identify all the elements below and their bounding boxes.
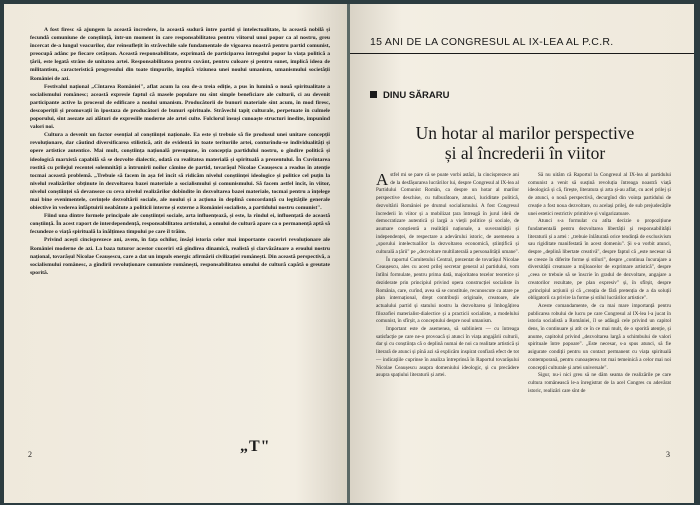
body-paragraph: Aceste comandamente, de ca mai mare importanță pentru publicarea robului de lucru pe care Congresul al IX-lea l-a jucat în istoria socialistă a României, îl se adăugă cele privind un capitol dens, în continuare și atît ce în ce mai mult, de o sporită atenție, și anume, capitolul privind „dezvoltarea largă a schimbului de valori spirituale între popoare". „Este necesar, s-a spus atunci, să fie asigurate condiții pentru un contact permanent cu viața spirituală contemporană, pentru cunoașterea tot mai temeinică a celor mai noi concepții culturale și artei universale". <box>528 302 671 371</box>
body-paragraph: În raportul Comitetului Central, prezentat de tovarășul Nicolae Ceaușescu, ales cu acest prilej secretar general al partidului, vom întîlni formulate, pentru prima dată, majoritatea tezelor teoretice și deziderate prin principiul privind opera construcției socialiste în România, care, curînd, avea să se constituie, recunoscute ca atare pe plan internațional, drept contribuții originale, creatoare, ale actualului partid și statului nostru la dezvoltarea și îmbogățirea filozofiei materialist-dialectice și a practicii socialiste, a modelului comunist, în sfîrșit, a conceptului despre noul umanism. <box>376 256 519 325</box>
body-paragraph: Important este de asemenea, să subliniem — cu întreaga satisfacție pe care ne-o provoacă și atunci în viața angajării culturii, dar și cu conștiința că o deplină numai de noi ca realitate artistică și literară de atunci și pînă azi să explicăm inspirat confiară efect de tot — indicațiile cuprinse în analiza întreprinsă în Raportul tovarășului Nicolae Ceaușescu asupra domeniului ideologic, și cu precădere asupra spațiului literaturii și artei. <box>376 326 519 379</box>
body-paragraph: Să nu uităm că Raportul la Congresul al IX-lea al partidului comunist a venit să susțină revoluția întreaga noastră viață ideologică și că, firește, literatura și arta și-au aflat, cu acel prilej și de atunci, o nouă perspectivă, decurgînd din voința partidului de creație a fost noua dezvoltare, cu același prilej, de sub prejudecățile unei estetici restrictiv primitive și vulgarizatoare. <box>528 172 671 217</box>
square-bullet-icon <box>370 91 377 98</box>
header-rule <box>350 53 694 54</box>
article-title <box>370 123 680 163</box>
article-column-2 <box>528 172 671 395</box>
body-paragraph: Festivalul național „Cîntarea României", aflat acum la cea de-a treia ediție, a pus în lumină o nouă spiritualitate a socialismului românesc; această expresie faptul că masele populare nu sînt simple beneficiare ale culturii, ci au devenit participante active la procesul de edificare a noului umanism. Producătorii de bunuri materiale sînt acum, în mod firesc, descoperiții și promovații în ipostaza de producători de bunuri spirituale. Străvechi tapiț culturale, perpetuate în culmele poporului, sînt asezate azi alături de expresiile moderne ale artei culte. Folclorul însuși cunoaște structuri inedite, impunînd valori noi. <box>30 83 330 131</box>
body-paragraph: A fost firesc să ajungem la această încredere, la această sudură între partid și intelectualitate, la această nobilă și fecundă comuniune de conștiință, într-un moment în care responsabilitatea pentru viitorul unui popor ca al nostru, greu încercat de-a lungul veacurilor, dar reînsuflețit în străvechile sale fundamentale de vigoarea noastră pentru partid comunist, preocupă adânc pe fiecare cetățean. Această responsabilitate, exprimată de participarea întregului popor la viața politică a țării, este legată strâns de unitatea artei. Responsabilitatea pentru cuvânt, pentru culoare și pentru sunet, implică ideea de militantism, caracteristică progresului din toate timpurile, implică viziunea unei noului umanism, umanismului societății României de azi. <box>30 27 330 82</box>
article-title-line1: Un hotar al marilor perspective <box>415 123 635 143</box>
author-byline <box>370 90 450 101</box>
left-page-body <box>30 26 330 277</box>
first-paragraph-text: stfel mi se pare că se poate vorbi astăzi, la cincisprezece ani de la desfășurarea lucrărilor lui, despre Congresul al IX-lea al Partidului Comunist Român, ca despre un hotar al marilor perspective deschise, cu tulburătoare, atunci, luciditate politică, dezvoltării României pe drumul socialismului. A fost Congresul încrederii în viitor și a mobilizat țara întreagă în jurul ideii de democratizare autentică și largă a vieții politice și sociale, de asumare conștientă a realității naționale, a suveranității și independenței, de respectare a adevărului istoric, de asemenea a „sporului intelectualilor la dezvoltarea economică, științifică și culturală a țării" pe „dezvoltare multilaterală a personalității umane". <box>376 172 519 256</box>
right-page <box>350 4 694 503</box>
body-paragraph: Sigur, nu-i nici greu să ne dăm seama de realizările pe care cultura românească le-a înregistrat de la acel Congres cu adevărat istoric, realizări care sînt de <box>528 372 671 394</box>
author-name: DINU SĂRARU <box>383 90 450 101</box>
running-header-text: 15 ANI DE LA CONGRESUL AL IX-LEA AL P.C.R. <box>370 36 614 48</box>
body-paragraph: Fiind una dintre formele principale ale conștiinței sociale, arta influențează, și este, la rîndul ei, influențată de această conștiință. În acest raport de interdependență, responsabilitatea artistului, a omului de cultură apare ca o permanență aptă să fecundeze o viață spirituală la înălțimea timpului pe care îl trăim. <box>30 213 330 236</box>
first-paragraph <box>376 172 519 257</box>
left-page <box>4 4 348 503</box>
article-column-1 <box>376 172 519 380</box>
body-paragraph: Privind acești cincisprezece ani, avem, în fața ochilor, însăși istoria celor mai importante cuceriri revoluționare ale României moderne de azi. La baza tuturor acestor cuceriri stă gîndirea dinamică, realistă și clarvăzătoare a eroului nostru național, tovarășul Nicolae Ceaușescu, care a dat un impuls energic afirmării civilizației românești. Din această perspectivă, a socialismului românesc, a gîndirii revoluționare comuniste românești, responsabilitatea omului de cultură capătă o greutate sporită. <box>30 237 330 276</box>
page-number-right: 3 <box>666 450 670 459</box>
drop-cap: A <box>376 170 389 189</box>
section-end-ornament: „T" <box>240 438 271 455</box>
body-paragraph: Cultura a devenit un factor esențial al conștiinței naționale. Ea este și trebuie să fie produsul unei unitare concepții revoluționare, dar căutînd diversificarea stilistică, atît de evidentă în toate teritoriile artei, conturîndu-se individualități și opere artistice autentice. Mai mult, conștiința națională presupune, în concepția partidului nostru, o gîndire politică și ideologică marxistă capabilă să se dezvolte dialectic, odată cu realitatea materială și spirituală a prezentului. În Cuvîntarea rostită cu prilejul recentei solemnități a întrunirii noilor cămine de partid, tovarășul Nicolae Ceaușescu a readus în atenție tocmai această problemă. „Trebuie să facem în așa fel încît să ridicăm nivelul conștiinței ideologice și politice cel puțin la nivelul realizărilor obținute în dezvoltarea bazei materiale a socialismului și comunismului. Să facem astfel încît, în viitor, nivelul conștiinței să devanseze cu ceva nivelul realizărilor dobîndite în dezvoltarea bazei materiale, tocmai pentru a înțelege mai bine evenimentele, cerințele dezvoltării sociale, ale noului și a acționa în deplină concordanță cu legitățile generale obiective în vederea înfăptuirii neabătute a politicii interne și externe a României socialiste, a partidului nostru comunist". <box>30 132 330 212</box>
article-title-line2: și al încrederii în viitor <box>444 143 606 163</box>
body-paragraph: Atunci s-a formulat cu atîta decizie o propozițiune fundamentală pentru dezvoltarea libertății și responsabilității literaturii și a artei : „trebuie înlăturată orice tendință de exclusivism sau rigiditate manifestată în acest domeniu". Și s-a vorbit atunci, despre „deplină libertate creativă", despre faptul că „este necesar să se creeze în diferite forme și stiluri", despre „continua încurajare a diversității creatoare a mijloacelor de exprimare artistică", despre „ceea ce trebuie să se înscrie în gradul de dezvoltare, angajare a creatorilor rezultate, pe plan expresiv" și, în sfîrșit, despre „principiul acțiunii și că „creația de fără pretenția de a da soluții obligatorii ca privire la forme și stilul lucrărilor artistice". <box>528 218 671 302</box>
page-number-left: 2 <box>28 450 32 459</box>
magazine-spread <box>4 4 694 503</box>
